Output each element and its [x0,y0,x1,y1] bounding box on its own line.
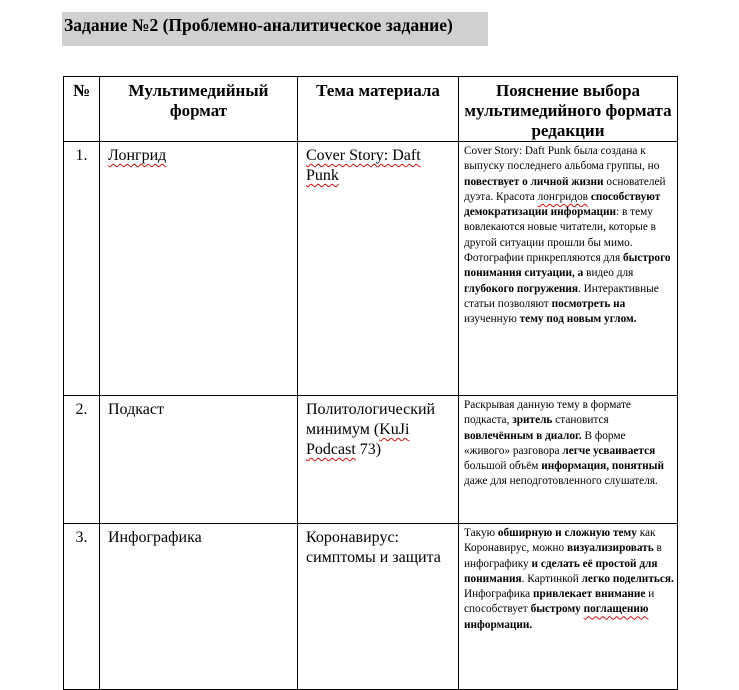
row-topic: Коронавирус: симптомы и защита [298,524,459,690]
emphasis-text: привлекает внимание [533,588,646,601]
header-format: Мультимедийный формат [100,77,298,142]
emphasis-text: легко поделиться. [581,572,674,585]
emphasis-text: информация, понятный [541,460,665,473]
row-format: Подкаст [100,396,298,524]
table-row [64,396,678,524]
row-number: 2. [64,396,100,524]
spellcheck-word: лонгридов [537,190,588,203]
row-topic: Политологический минимум (KuJi Podcast 73) [298,396,459,524]
spellcheck-word: KuJi [379,421,410,438]
emphasis-text: визуализировать [567,542,654,555]
header-explanation: Пояснение выбора мультимедийного формата редакции [459,77,678,142]
row-topic [298,142,459,396]
emphasis-text: обширную и сложную тему [497,527,637,539]
emphasis-text: посмотреть на [551,297,626,310]
emphasis-text: легче усваивается [562,444,656,457]
emphasis-text: быстрого понимания ситуации, а [464,252,671,280]
emphasis-text: быстрому поглащению информации. [464,603,649,631]
row-explanation: Такую обширную и сложную тему как Коронавирус, можно визуализировать в инфографику и сделать её простой для понимания. Картинкой легко поделиться. Инфографика привлекает внимание и способствует быстрому поглащению информации. [459,524,678,690]
emphasis-text: тему под новым углом. [519,313,637,326]
row-format: Инфографика [100,524,298,690]
emphasis-text: повествует о личной жизни [464,175,604,188]
spellcheck-word: Podcast [306,441,356,458]
table-header-row [64,77,678,142]
emphasis-text: вовлечённым в диалог. [464,429,582,442]
spellcheck-word: поглащению [583,603,649,616]
header-number: № [64,77,100,142]
table-row [64,524,678,690]
row-number: 3. [64,524,100,690]
row-explanation: Cover Story: Daft Punk была создана к выпуску последнего альбома группы, но повествует о личной жизни основателей дуэта. Красота лонгридов способствуют демократизации информации: в тему вовлекаются новые читатели, которые в другой ситуации прошли бы мимо. Фотографии прикрепляются для быстрого понимания ситуации, а видео для глубокого погружения. Интерактивные статьи позволяют посмотреть на изученную тему под новым углом. [459,142,678,396]
header-topic: Тема материала [298,77,459,142]
table-row [64,142,678,396]
emphasis-text: и сделать её простой для понимания [464,557,658,585]
row-format [100,142,298,396]
topic-text: Cover Story: Daft Punk [306,147,421,184]
assignment-table [63,76,678,690]
row-number: 1. [64,142,100,396]
emphasis-text: зритель [512,414,553,427]
row-explanation: Раскрывая данную тему в формате подкаста, зритель становится вовлечённым в диалог. В форме «живого» разговора легче усваивается большой объём информация, понятный даже для неподготовленного слушателя. [459,396,678,524]
emphasis-text: способствуют демократизации информации [464,190,661,219]
emphasis-text: глубокого погружения [464,282,578,295]
task-heading: Задание №2 (Проблемно-аналитическое задание) [62,12,488,46]
format-text: Лонгрид [108,147,167,164]
